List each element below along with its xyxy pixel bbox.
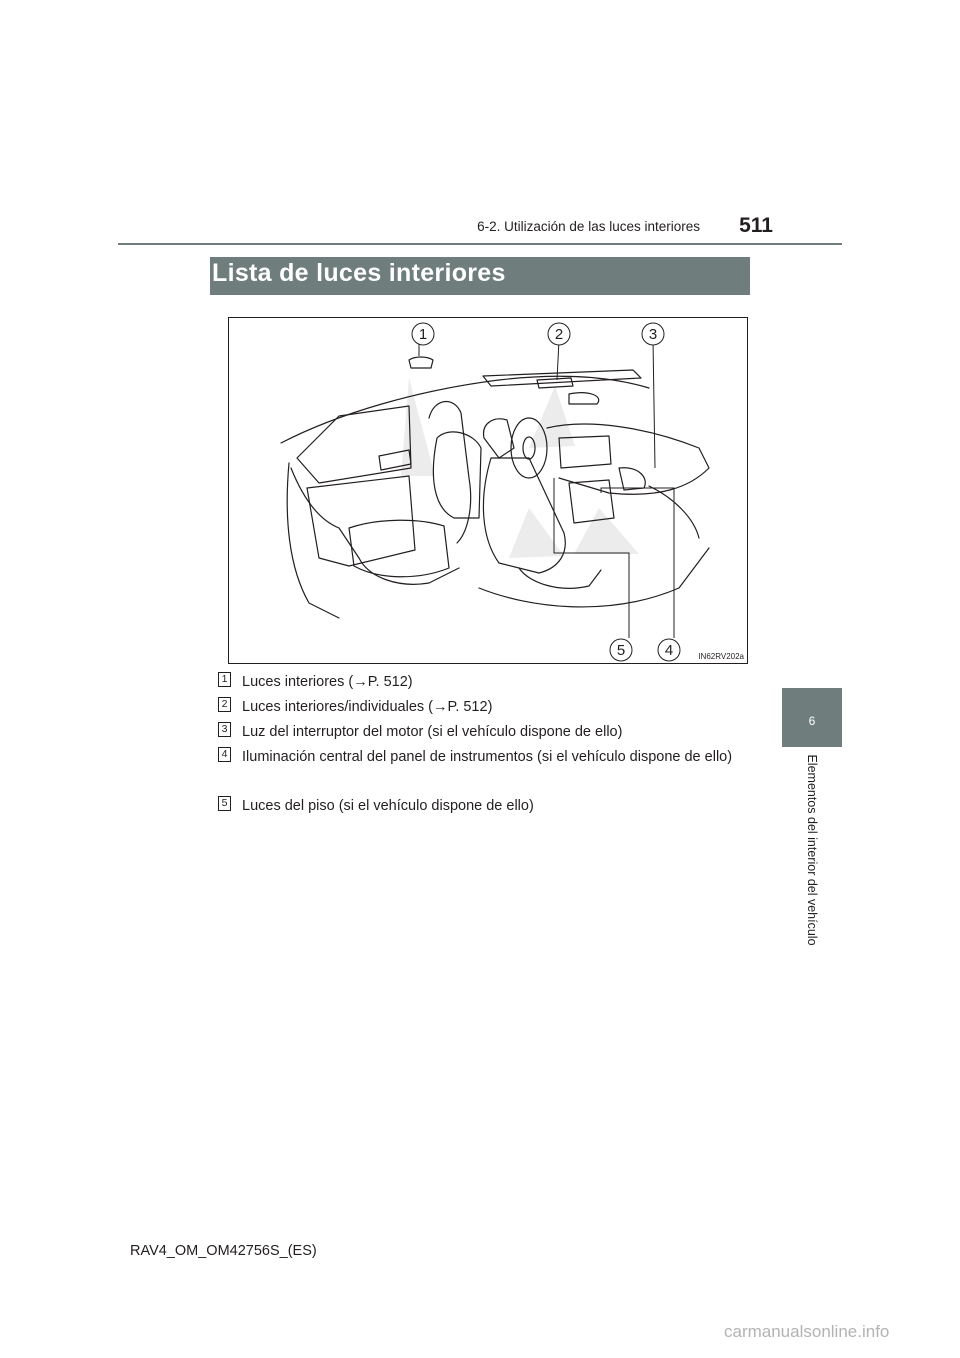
rear-view-mirror [569,393,599,404]
rear-pillar [287,463,339,618]
legend-text: Luces interiores (→P. 512) [242,674,413,690]
car-interior-drawing [229,318,749,665]
footer-doc-code: RAV4_OM_OM42756S_(ES) [130,1243,317,1259]
engine-switch [619,468,645,490]
header-section-title: 6-2. Utilización de las luces interiores [477,219,700,234]
roof-line [281,376,649,443]
leader-2 [557,340,559,380]
legend-number: 3 [218,722,231,737]
callout-3-label: 3 [648,326,658,343]
rear-door-window [297,406,411,483]
light-beam-2 [529,386,575,448]
legend-text: Luces del piso (si el vehículo dispone de ello) [242,798,534,814]
callout-5-label: 5 [616,642,626,659]
light-beam-4 [574,508,639,554]
callout-1-label: 1 [418,326,428,343]
legend-text: Iluminación central del panel de instrumentos (si el vehículo dispone de ello) [242,749,733,765]
car-interior-illustration [228,317,748,664]
driver-seat-back [433,432,481,518]
legend-number: 4 [218,747,231,762]
leader-5 [554,478,629,638]
callout-4-label: 4 [664,642,674,659]
rear-seat-cushion [349,520,449,577]
section-title: Lista de luces interiores [212,259,506,287]
legend-number: 1 [218,672,231,687]
leader-3 [653,340,655,468]
dome-light [409,357,433,368]
chapter-number: 6 [808,714,816,728]
chapter-title: Elementos del interior del vehículo [805,754,819,946]
b-pillar [429,402,471,543]
legend-number: 2 [218,697,231,712]
rear-door-panel [307,476,415,566]
watermark: carmanualsonline.info [724,1322,890,1341]
legend-number: 5 [218,796,231,811]
header-divider [118,243,842,245]
headrest [484,419,514,458]
page-number: 511 [739,214,773,237]
callout-2-label: 2 [554,326,564,343]
light-beam-1 [401,378,435,476]
dashboard [547,424,709,494]
legend-text: Luces interiores/individuales (→P. 512) [242,699,493,715]
center-console [569,480,614,523]
legend-text: Luz del interruptor del motor (si el vehículo dispone de ello) [242,724,623,740]
leader-4 [601,488,674,638]
illustration-code: IN62RV202a [698,652,744,661]
